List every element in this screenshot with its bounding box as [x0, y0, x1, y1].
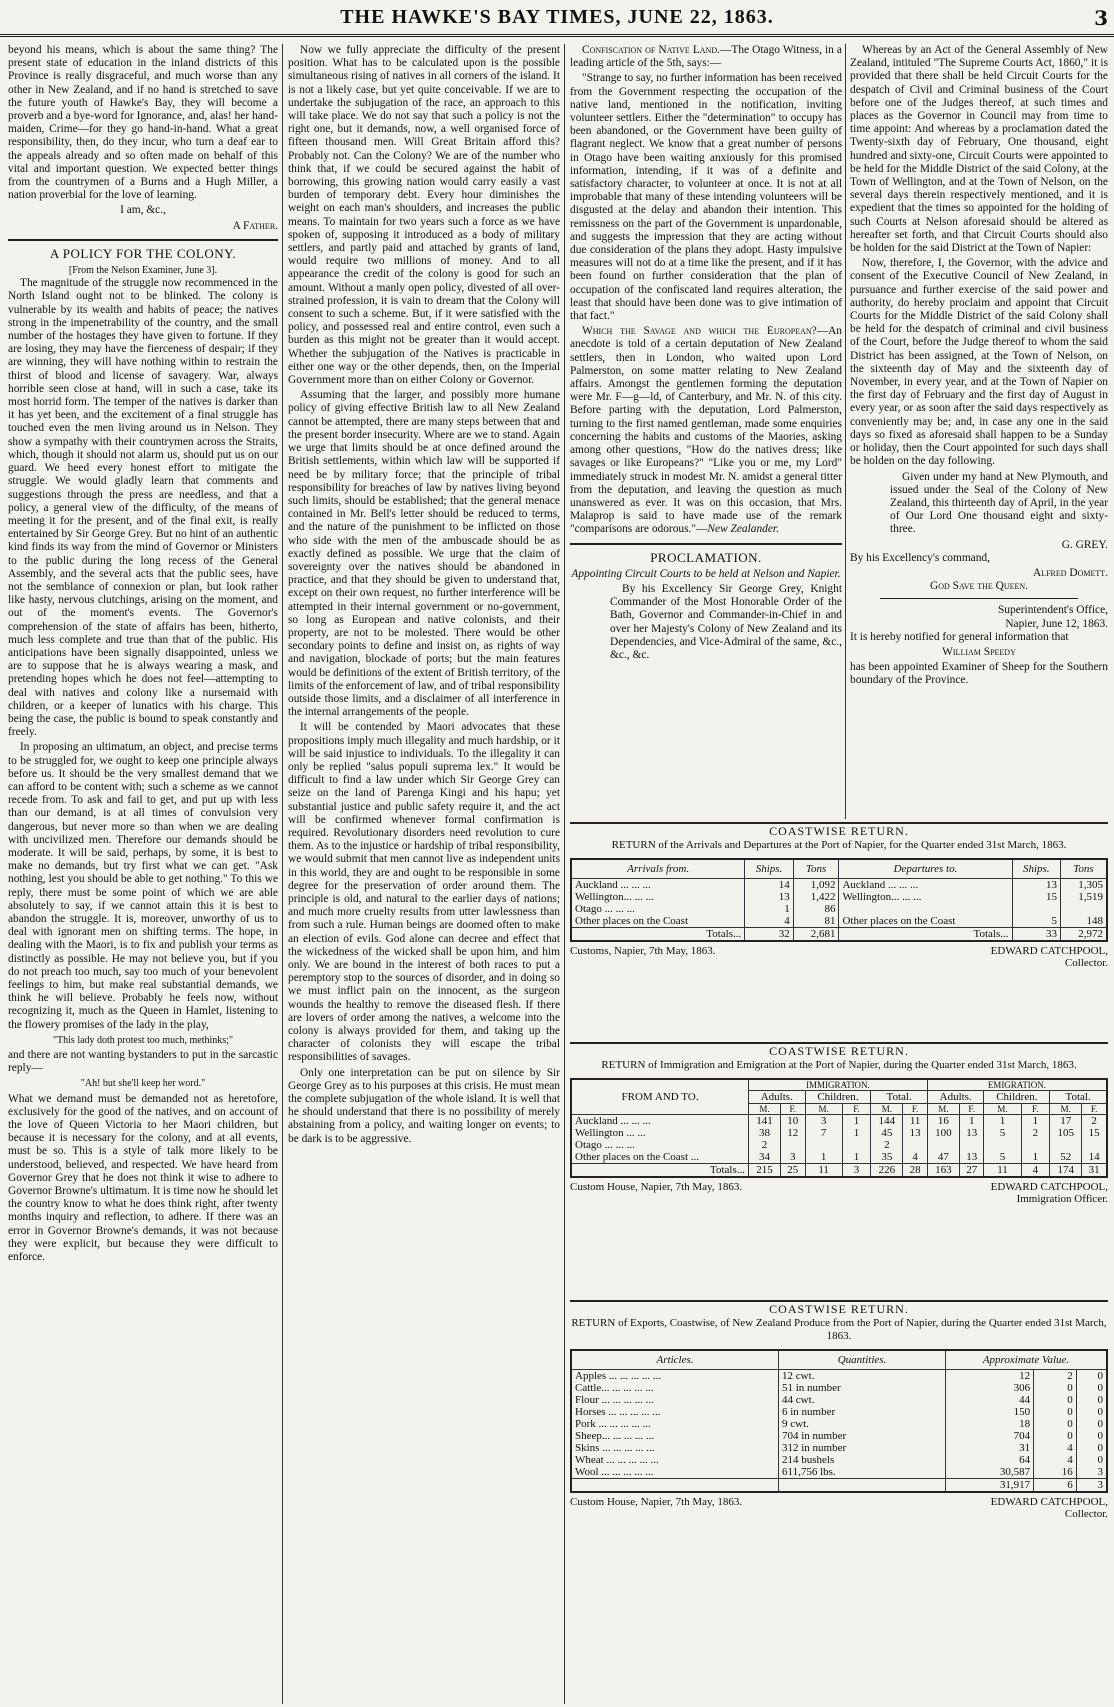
table-cell: Other places on the Coast	[839, 915, 1012, 928]
table-cell: 14	[1082, 1151, 1107, 1164]
table-totals-row	[571, 1164, 1107, 1178]
group-header: Adults.	[927, 1091, 984, 1104]
notice-text: It is hereby notified for general information that	[850, 630, 1069, 643]
table-cell: 1	[984, 1115, 1021, 1128]
return-title: COASTWISE RETURN.	[769, 824, 909, 838]
table-cell: 1	[1021, 1115, 1050, 1128]
notice-tail: has been appointed Examiner of Sheep for the Southern boundary of the Province.	[850, 661, 1108, 687]
return-signer: EDWARD CATCHPOOL,	[990, 945, 1108, 957]
group-header: Adults.	[749, 1091, 806, 1104]
section-divider	[570, 543, 842, 545]
table-cell: Wellington... ... ...	[571, 891, 745, 903]
proclamation-subtitle: Appointing Circuit Courts to be held at Nelson and Napier.	[571, 567, 841, 580]
page-number: 3	[1094, 6, 1108, 30]
table-cell	[927, 1139, 959, 1151]
sex-header: M.	[749, 1104, 781, 1115]
article-paragraph: The magnitude of the struggle now recommenced in the North Island ought not to be blinked. The colony is vulnerable by its wealth and habits of peace; the natives strong in the impenetrability of the country, and the small number of the hostages they have given to fortune. If they are losing, they may have the fierceness of despair; if they are winning, they will have nothing within to restrain the thirst of blood and license of savagery. War, always horrible seen close at hand, will in such a case, take its most horrid form. The temper of the natives is darker than it has yet been, and the excitement of a final struggle has touched even the men living around us in Nelson. They show a sympathy with their countrymen across the Straits, which, though it should not alarm us, should put us on our guard. We heed every honest effort to mitigate the struggle. We would gladly learn that comments and suggestions through the press are needless, and that a policy, a general view of the difficulty, of the means of meeting it for the present, and of the final exit, is really entertained by Sir George Grey. But no hint of an authentic kind finds its way from the mind of Governor or Ministers to the public during the long recess of the General Assembly, and the several acts that the public sees, have not the semblance of connexion or plan, but look rather like hasty, nervous clutchings, arising on the moment, and out of the moment's events. The Governor's comprehension of the state of affairs has been, hitherto, much less complete and true than that of the public. His anticipations have been signally disappointed, unless we are to suppose that he is always wearing a mask, and pretending hopes which he does not feel—attempting to deal with natives and colony like a nursemaid with children, or a keeper of lunatics with his charge. This being the case, the public is bound to speak constantly and freely.	[8, 277, 278, 739]
table-cell: 312 in number	[779, 1442, 946, 1454]
sex-header: M.	[984, 1104, 1021, 1115]
table-cell: 9 cwt.	[779, 1418, 946, 1430]
return-footer	[570, 1496, 1108, 1520]
table-cell: 47	[927, 1151, 959, 1164]
return-description: RETURN of Immigration and Emigration at the Port of Napier, during the Quarter ended 31st March, 1863.	[601, 1059, 1077, 1071]
coastwise-return-arrivals	[570, 822, 1108, 969]
table-cell: 100	[927, 1127, 959, 1139]
table-cell: 141	[749, 1115, 781, 1128]
table-cell: 2	[1021, 1127, 1050, 1139]
table-cell: 11	[805, 1164, 842, 1178]
table-cell: 15	[1082, 1127, 1107, 1139]
return-title: COASTWISE RETURN.	[769, 1044, 909, 1058]
table-totals-row	[571, 1479, 1107, 1493]
table-cell: 4	[1034, 1454, 1077, 1466]
table-cell: 611,756 lbs.	[779, 1466, 946, 1479]
column-rule	[564, 44, 565, 1704]
return-place: Custom House, Napier, 7th May, 1863.	[570, 1181, 743, 1193]
article-title: A POLICY FOR THE COLONY.	[49, 245, 237, 261]
sex-header: M.	[927, 1104, 959, 1115]
table-cell	[839, 903, 1012, 915]
savage-source: New Zealander.	[707, 523, 779, 536]
sex-header: F.	[1021, 1104, 1050, 1115]
proclamation-given: Given under my hand at New Plymouth, and issued under the Seal of the Colony of New Zealand, this thirteenth day of April, in the year of Our Lord One thousand eight and sixty-three.	[890, 470, 1108, 536]
immigration-header: IMMIGRATION.	[749, 1079, 928, 1091]
table-header: Quantities.	[779, 1350, 946, 1370]
table-cell: Wheat ... ... ... ... ...	[571, 1454, 779, 1466]
article-quote: "Ah! but she'll keep her word."	[80, 1078, 206, 1090]
table-cell: 0	[1076, 1442, 1107, 1454]
table-cell: 3	[1076, 1479, 1107, 1493]
table-cell: 25	[781, 1164, 806, 1178]
table-row	[571, 1151, 1107, 1164]
table-cell: 33	[1012, 928, 1060, 942]
table-cell: 3	[781, 1151, 806, 1164]
table-cell: 0	[1076, 1418, 1107, 1430]
coastwise-return-exports	[570, 1300, 1108, 1520]
table-cell: 13	[745, 891, 793, 903]
table-header: Articles.	[571, 1350, 779, 1370]
return-footer	[570, 1181, 1108, 1205]
notice-divider	[880, 598, 1078, 599]
table-cell: 3	[842, 1164, 871, 1178]
table-cell: Pork ... ... ... ... ...	[571, 1418, 779, 1430]
table-cell: Flour ... ... ... ... ...	[571, 1394, 779, 1406]
proclamation-body-2: Now, therefore, I, the Governor, with the advice and consent of the Executive Council of New Zealand, in pursuance and further exercise of the said power and authority, do hereby proclaim and appoint that Circuit Courts for the Middle District of the said Colony shall be held for the despatch of criminal and civil business of the Court, before the Judge thereof to whom the said District has been assigned, at the Town of Nelson, on the sixteenth day of May and the sixteenth day of November, in every year, and at the Town of Napier on the first day of February and the first day of August in every year, or as soon after the said days respectively as conveniently may be; and, in case any one in the said days so fixed as aforesaid shall happen to be a Sunday or holiday, then the Court appointed for such days shall be holden on the day following.	[850, 257, 1108, 468]
emigration-header: EMIGRATION.	[927, 1079, 1107, 1091]
table-cell: 35	[871, 1151, 903, 1164]
table-cell: 0	[1034, 1418, 1077, 1430]
table-cell: 148	[1060, 915, 1107, 928]
table-cell: 15	[1012, 891, 1060, 903]
table-row	[571, 1394, 1107, 1406]
table-cell: 11	[984, 1164, 1021, 1178]
return-role: Immigration Officer.	[1016, 1193, 1108, 1205]
table-cell: 1	[805, 1151, 842, 1164]
column-2	[288, 44, 560, 1704]
sex-header: M.	[1050, 1104, 1082, 1115]
masthead	[0, 0, 1114, 37]
table-cell: 44 cwt.	[779, 1394, 946, 1406]
table-cell: 12	[946, 1370, 1034, 1383]
proclamation-signer: G. GREY.	[1061, 538, 1108, 551]
confiscation-lead: Confiscation of Native Land.	[582, 44, 720, 56]
table-cell: Auckland ... ... ...	[839, 879, 1012, 892]
article-paragraph: Now we fully appreciate the difficulty of the present position. What has to be calculated upon is the possible simultaneous rising of natives in all corners of the island. It is not a likely case, but yet quite conceivable. If we are to undertake the subjugation of the race, an approach to this will take place. We do not say that such a policy is not the right one, but it demands, now, a well organised force of fifteen thousand men. Will Great Britain afford this? Probably not. Can the Colony? We are of the number who think that, if we could be secured against the habit of borrowing, this growing nation would carry easily a vast burden of temporary debt. Every hour diminishes the weight on each man's shoulders, and increases the public means. To maintain for two years such a force as we have spoken of, supposing it introduced as a body of military settlers, and partly paid and attached by grants of land, would require two millions of money. And to all appearance the credit of the colony is good for such an amount. Without a manly open policy, divested of all over-strained profession, it is vain to dream that the Colony will consent to such a scheme. But, if it were satisfied with the policy, and possessed real and entire control, even such a burden as this might not be greater than it would accept. Whether the subjugation of the Natives is practicable in either one way or the other depends, then, on the Imperial Government more than on either Colony or Governor.	[288, 44, 560, 387]
table-cell: Cattle... ... ... ... ...	[571, 1382, 779, 1394]
table-row	[571, 1139, 1107, 1151]
from-to-header: FROM AND TO.	[571, 1079, 749, 1115]
table-cell: Otago ... ... ...	[571, 1139, 749, 1151]
immigration-rows	[571, 1115, 1107, 1164]
proclamation-command: By his Excellency's command,	[850, 551, 990, 564]
table-cell: Totals...	[571, 928, 745, 942]
table-cell: 2	[1082, 1115, 1107, 1128]
return-place: Custom House, Napier, 7th May, 1863.	[570, 1496, 743, 1508]
return-role: Collector.	[1064, 957, 1108, 969]
table-row	[571, 1382, 1107, 1394]
table-cell: 0	[1076, 1430, 1107, 1442]
table-cell	[1050, 1139, 1082, 1151]
article-paragraph: What we demand must be demanded not as heretofore, exclusively for the good of the natives, and on account of the love of Queen Victoria to her Maori children, but because it is necessary for the colony, and at all events, must be so. This is a style of talk more likely to be understood, believed, and respected. We have heard from Governor Grey that he does not think it wise to adhere to Governor Browne's ultimatum. It is time now he should let the country know to what he does think right, after twenty months inquiry and reflection, to adhere. If there was an error in Governor Browne's demands, it was not because they were explicit, but because they were difficult to enforce.	[8, 1092, 278, 1264]
group-header: Children.	[805, 1091, 871, 1104]
article-paragraph: Assuming that the larger, and possibly more humane policy of giving effective British law to all New Zealand cannot be attempted, there are many steps between that and the present border insecurity. Where are we to stand. Again we urge that limits should be at once defined around the British settlements, within which law will be supported if need be by military force; that the principle of tribal responsibility for breaches of law by natives living beyond such limits, should be established; that the general menace contained in Mr. Bell's letter should be reduced to terms, and the nature of the punishment to be inflicted on those who side with the men of the ambuscade should be as exactly defined as possible. We urge that the claim of sovereignty over the natives should be abandoned in practice, and that they should be given to understand that, except on their own request, no further interference will be attempted in their internal government or no-government, so long as European and native colonists, and their property, are not to be molested. There would be other secondary points to define and insist on, as rights of way and navigation, blockade of ports; but the main features would be definitions of the extent of British territory, of the limits of the enforcement of law, and of tribal responsibility outside those limits, and a disclaimer of all interference in the internal arrangements of the people.	[288, 389, 560, 719]
arrivals-table	[570, 858, 1108, 942]
table-row	[571, 1442, 1107, 1454]
table-row	[571, 1406, 1107, 1418]
immigration-table	[570, 1078, 1108, 1178]
column-3	[570, 44, 842, 819]
table-cell: 16	[927, 1115, 959, 1128]
proclamation-god-save: God Save the Queen.	[929, 580, 1029, 593]
table-cell: 4	[1021, 1164, 1050, 1178]
masthead-title: THE HAWKE'S BAY TIMES, JUNE 22, 1863.	[340, 6, 774, 28]
section-divider	[8, 239, 278, 241]
savage-text: —An anecdote is told of a certain deputation of New Zealand settlers, then in London, who waited upon Lord Palmerston, on some matter relating to New Zealand affairs. Amongst the gentlemen forming the deputation were Mr. F—g—ld, of Canterbury, and Mr. N. of this city. Before parting with the deputation, Lord Palmerston, turning to the first named gentleman, made some enquiries concerning the habits and customs of the Maories, asking among other questions, "How do the natives dress; like savages or like Europeans?" "Like you or me, my Lord" immediately struck in modest Mr. N. amidst a general titter from the deputation, and leaving the question as much unanswered as ever. It was on this occasion, that Mrs. Malaprop is said to have made use of the remark "comparisons are odorous."—	[570, 325, 842, 536]
table-row	[571, 1454, 1107, 1466]
proclamation-secretary: Alfred Domett.	[1032, 566, 1108, 579]
table-cell	[805, 1139, 842, 1151]
sex-header: M.	[805, 1104, 842, 1115]
exports-rows	[571, 1370, 1107, 1479]
letter-closing: I am, &c.,	[120, 204, 166, 217]
table-cell: 0	[1076, 1454, 1107, 1466]
table-cell: 4	[1034, 1442, 1077, 1454]
proclamation-title: PROCLAMATION.	[650, 549, 762, 565]
return-footer	[570, 945, 1108, 969]
table-cell: 0	[1034, 1382, 1077, 1394]
table-cell: 1	[842, 1115, 871, 1128]
table-cell: 174	[1050, 1164, 1082, 1178]
table-cell: 44	[946, 1394, 1034, 1406]
table-cell: 14	[745, 879, 793, 892]
article-paragraph: Only one interpretation can be put on silence by Sir George Grey as to his purposes at this crisis. He must mean the complete subjugation of the whole island. It is well that he should understand that there is no possibility of merely abstaining from a policy, and waiting longer on events; to be dark is to be aggressive.	[288, 1066, 560, 1145]
table-cell: 5	[984, 1127, 1021, 1139]
table-row	[571, 1370, 1107, 1383]
table-cell: 12	[781, 1127, 806, 1139]
return-place: Customs, Napier, 7th May, 1863.	[570, 945, 716, 957]
article-paragraph: and there are not wanting bystanders to put in the sarcastic reply—	[8, 1049, 278, 1075]
table-cell: 51 in number	[779, 1382, 946, 1394]
table-cell: 1	[959, 1115, 984, 1128]
group-header: Total.	[871, 1091, 928, 1104]
table-cell: 10	[781, 1115, 806, 1128]
column-rule	[845, 44, 846, 819]
table-cell: 1,422	[793, 891, 839, 903]
table-cell	[984, 1139, 1021, 1151]
table-header: Ships.	[745, 859, 793, 879]
table-cell: 18	[946, 1418, 1034, 1430]
table-cell	[1021, 1139, 1050, 1151]
proclamation-body: Whereas by an Act of the General Assembly of New Zealand, intituled "The Supreme Courts Act, 1860," it is provided that there shall be held Circuit Courts for the despatch of Civil and Criminal business of the Court before one of the Judges thereof, at such times and places as the Governor in Council may from time to time appoint: And whereas by a proclamation dated the Twenty-sixth day of February, One thousand, eight hundred and sixty-one, Circuit Courts were appointed to be held for the Middle District of the said Colony, at the Town of Wellington, and at the Town of Nelson, on the several days therein respectively mentioned, and it is expedient that the times so appointed for the holding of such Courts at Nelson aforesaid should be altered as hereafter set forth, and that Circuit Courts should also be holden for the said District at the Town of Napier:	[850, 44, 1108, 255]
table-cell	[959, 1139, 984, 1151]
table-cell: 7	[805, 1127, 842, 1139]
return-description: RETURN of Exports, Coastwise, of New Zealand Produce from the Port of Napier, during the Quarter ended 31st March, 1863.	[571, 1317, 1107, 1342]
table-header: Approximate Value.	[946, 1350, 1108, 1370]
table-cell: 1,519	[1060, 891, 1107, 903]
table-cell: 144	[871, 1115, 903, 1128]
table-cell: 5	[1012, 915, 1060, 928]
table-cell: 30,587	[946, 1466, 1034, 1479]
coastwise-return-immigration	[570, 1042, 1108, 1205]
table-header: Tons	[1060, 859, 1107, 879]
table-cell: 0	[1034, 1430, 1077, 1442]
table-cell: 1	[1021, 1151, 1050, 1164]
table-row	[571, 903, 1107, 915]
table-cell: Auckland ... ... ...	[571, 1115, 749, 1128]
table-cell: Horses ... ... ... ... ...	[571, 1406, 779, 1418]
table-cell: 0	[1034, 1394, 1077, 1406]
table-cell: 2	[1034, 1370, 1077, 1383]
table-cell: 45	[871, 1127, 903, 1139]
table-cell: 13	[1012, 879, 1060, 892]
notice-date: Napier, June 12, 1863.	[1005, 617, 1108, 630]
table-cell: 4	[745, 915, 793, 928]
table-cell	[781, 1139, 806, 1151]
table-cell	[779, 1479, 946, 1493]
group-header: Children.	[984, 1091, 1050, 1104]
table-cell: 4	[903, 1151, 928, 1164]
column-4	[850, 44, 1108, 819]
table-cell: 52	[1050, 1151, 1082, 1164]
table-cell: 226	[871, 1164, 903, 1178]
table-cell: 13	[959, 1151, 984, 1164]
table-cell: 2,972	[1060, 928, 1107, 942]
table-cell: Sheep... ... ... ... ...	[571, 1430, 779, 1442]
sex-header: M.	[871, 1104, 903, 1115]
table-cell: 34	[749, 1151, 781, 1164]
table-cell: 1,092	[793, 879, 839, 892]
table-cell: 16	[1034, 1466, 1077, 1479]
table-cell: 13	[959, 1127, 984, 1139]
table-cell: Auckland ... ... ...	[571, 879, 745, 892]
table-cell: 11	[903, 1115, 928, 1128]
table-cell: 64	[946, 1454, 1034, 1466]
table-cell: Wellington... ... ...	[839, 891, 1012, 903]
table-cell: 2	[749, 1139, 781, 1151]
proclamation-by: By his Excellency Sir George Grey, Knight Commander of the Most Honorable Order of the Bath, Governor and Commander-in-Chief in and over her Majesty's Colony of New Zealand and its Dependencies, and Vice-Admiral of the same, &c., &c., &c.	[610, 582, 842, 661]
notice-name: William Speedy	[942, 645, 1016, 658]
table-cell: 1,305	[1060, 879, 1107, 892]
table-cell: 704 in number	[779, 1430, 946, 1442]
table-row	[571, 891, 1107, 903]
table-cell: 0	[1076, 1406, 1107, 1418]
table-row	[571, 1115, 1107, 1128]
letter-text: beyond his means, which is about the same thing? The present state of education in the inland districts of this Province is really disgraceful, and much worse than any other in New Zealand, and if no hand is stretched to save the future youth of Hawke's Bay, they will become a proverb and a bye-word for Ignorance, and, alas! her hand-maiden, Crime—for they go hand-in-hand. What a great responsibility, then, do they incur, who turn a deaf ear to the appeals already and so often made on behalf of this vital and important question. We expected better things from the countrymen of a Burns and a Hugh Miller, a nation proverbial for the love of learning.	[8, 44, 278, 202]
table-row	[571, 915, 1107, 928]
table-cell	[1060, 903, 1107, 915]
table-cell: 1	[745, 903, 793, 915]
sex-header: F.	[903, 1104, 928, 1115]
table-cell: 6	[1034, 1479, 1077, 1493]
table-cell: Apples ... ... ... ... ...	[571, 1370, 779, 1383]
confiscation-text: —The Otago Witness, in a leading article of the 5th, says:—	[570, 44, 842, 70]
table-header-row	[571, 859, 1107, 879]
table-cell: 6 in number	[779, 1406, 946, 1418]
table-cell	[903, 1139, 928, 1151]
sex-header: F.	[1082, 1104, 1107, 1115]
table-row	[571, 1418, 1107, 1430]
article-paragraph: In proposing an ultimatum, an object, and precise terms to be struggled for, we ought to keep one principle always before us. It should be the very smallest demand that we can afford to be content with; such a scheme as we cannot recede from. To ask and fail to get, and put up with less than our demand, is at all times of convulsion very dangerous, but never more so than when we are dealing with uncivilized men. Therefore our demands should be moderate. It will be said, perhaps, by some, it is best to make no demands, but try first what we can get. "Ask nothing, lest you should be able to get nothing." To this we reply, there must be some point of which we are able absolutely to say, if we cannot attain this it is best to abandon the struggle. It is, moreover, unworthy of us to deal with ignorant men on shifting terms. The hope, in dealing with the Maori, is to fix and publish your terms as distinctly as possible. He may not believe you, but if you do not preach too much, say too much of your benevolent feelings to him, but make real substantial demands, we think he will believe. Probably he feels now, without recognizing it, much as the Queen in Hamlet, listening to the flowery promises of the lady in the play,	[8, 741, 278, 1031]
table-cell: 0	[1034, 1406, 1077, 1418]
table-cell: 306	[946, 1382, 1034, 1394]
confiscation-quote: "Strange to say, no further information has been received from the Government respecting the occupation of the native land, mentioned in the notification, inviting volunteer settlers. Either the "determination" to occupy has been abandoned, or the Government have been guilty of flagrant neglect. We know that a great number of persons in Otago have been waiting anxiously for this promised information, intending, if it was of a definite and satisfactory character, to volunteer at once. It is not at all improbable that many of these intending volunteers will be disgusted at the delay and abandon their intention. This remissness on the part of the Government is unpardonable, and suggests the impression that they are acting without due consideration of the plans they adopt. Hasty impulsive measures will not do at a time like the present, and if it has been found on further consideration that the plan of occupation of the confiscated land requires alteration, the least that should have been done was to give intimation of that fact."	[570, 72, 842, 323]
notice-office: Superintendent's Office,	[997, 604, 1108, 617]
table-cell: 12 cwt.	[779, 1370, 946, 1383]
table-cell: 704	[946, 1430, 1034, 1442]
table-cell: Totals...	[839, 928, 1012, 942]
table-cell: Other places on the Coast	[571, 915, 745, 928]
table-cell: 105	[1050, 1127, 1082, 1139]
table-cell: Totals...	[571, 1164, 749, 1178]
table-cell: 2,681	[793, 928, 839, 942]
article-paragraph: It will be contended by Maori advocates that these propositions imply much illegality and much hardship, or it will be said injustice to individuals. To the illegality it can only be replied "salus populi suprema lex." It would be difficult to find a law under which Sir George Grey can seize on the land of Parenga Kingi and his hapu; yet substantial justice and public safety require it, and the act will be confirmed whenever formal confirmation is required. Revolutionary disorders need revolution to cure them. As to the injustice or hardship of tribal responsibility, we would submit that men cannot live as independent units in this world, they are and ought to be responsible in some degree for the preservation of order around them. The principle is old, and natural to the earlier days of nations; and much more cruelty results from utter lawlessness than from such a rule. Human beings are doomed often to make an election of evils. God alone can decree and effect that the wickedness of the wicked shall be upon him, and him only. We are bound in the interest of both races to put a peremptory stop to the sources of disorder, and in doing so we must inflict pain on the innocent, as the surgeon wounds the healthy to remove the diseased flesh. If there are lovers of order among the natives, a welcome into the colony is always provided for them, and taking up the character of colonists they will escape the tribal responsibilities of savages.	[288, 721, 560, 1064]
table-header: Departures to.	[839, 859, 1012, 879]
exports-table	[570, 1349, 1108, 1493]
table-cell	[571, 1479, 779, 1493]
table-cell: 1	[842, 1151, 871, 1164]
table-cell	[1012, 903, 1060, 915]
table-cell: 1	[842, 1127, 871, 1139]
return-title: COASTWISE RETURN.	[769, 1302, 909, 1316]
table-cell: 31	[1082, 1164, 1107, 1178]
table-row	[571, 879, 1107, 892]
table-cell: 27	[959, 1164, 984, 1178]
table-header: Tons	[793, 859, 839, 879]
article-source: [From the Nelson Examiner, June 3].	[68, 265, 218, 277]
table-cell: 17	[1050, 1115, 1082, 1128]
return-signer: EDWARD CATCHPOOL,	[990, 1496, 1108, 1508]
group-header: Total.	[1050, 1091, 1107, 1104]
table-header: Arrivals from.	[571, 859, 745, 879]
savage-lead: Which the Savage and which the European?	[582, 325, 817, 338]
letter-signature: A Father.	[232, 219, 278, 232]
table-cell: 31	[946, 1442, 1034, 1454]
table-cell: 215	[749, 1164, 781, 1178]
table-row	[571, 1430, 1107, 1442]
return-signer: EDWARD CATCHPOOL,	[990, 1181, 1108, 1193]
table-cell: 163	[927, 1164, 959, 1178]
table-cell: 32	[745, 928, 793, 942]
table-cell: 0	[1076, 1382, 1107, 1394]
table-cell: 13	[903, 1127, 928, 1139]
table-cell: Other places on the Coast ...	[571, 1151, 749, 1164]
table-cell: 0	[1076, 1394, 1107, 1406]
table-header: Ships.	[1012, 859, 1060, 879]
table-cell: 150	[946, 1406, 1034, 1418]
table-cell: 81	[793, 915, 839, 928]
table-row	[571, 1127, 1107, 1139]
table-cell: Wool ... ... ... ... ...	[571, 1466, 779, 1479]
table-cell: 0	[1076, 1370, 1107, 1383]
sex-header: F.	[781, 1104, 806, 1115]
table-cell: 38	[749, 1127, 781, 1139]
table-cell: 3	[805, 1115, 842, 1128]
table-cell: Skins ... ... ... ... ...	[571, 1442, 779, 1454]
table-cell: 28	[903, 1164, 928, 1178]
column-rule	[282, 44, 283, 1704]
table-cell: 31,917	[946, 1479, 1034, 1493]
table-cell: 86	[793, 903, 839, 915]
sex-header: F.	[959, 1104, 984, 1115]
return-role: Collector.	[1064, 1508, 1108, 1520]
table-cell: Otago ... ... ...	[571, 903, 745, 915]
table-cell: 5	[984, 1151, 1021, 1164]
table-row	[571, 1466, 1107, 1479]
column-1	[8, 44, 278, 1704]
sex-header: F.	[842, 1104, 871, 1115]
table-header-row	[571, 1079, 1107, 1091]
table-cell	[842, 1139, 871, 1151]
return-description: RETURN of the Arrivals and Departures at the Port of Napier, for the Quarter ended 31st March, 1863.	[611, 839, 1067, 851]
table-cell: 2	[871, 1139, 903, 1151]
table-totals-row	[571, 928, 1107, 942]
table-header-row	[571, 1350, 1107, 1370]
table-cell: Wellington ... ...	[571, 1127, 749, 1139]
table-cell	[1082, 1139, 1107, 1151]
article-quote: "This lady doth protest too much, methinks;"	[52, 1034, 234, 1046]
table-cell: 3	[1076, 1466, 1107, 1479]
table-cell: 214 bushels	[779, 1454, 946, 1466]
